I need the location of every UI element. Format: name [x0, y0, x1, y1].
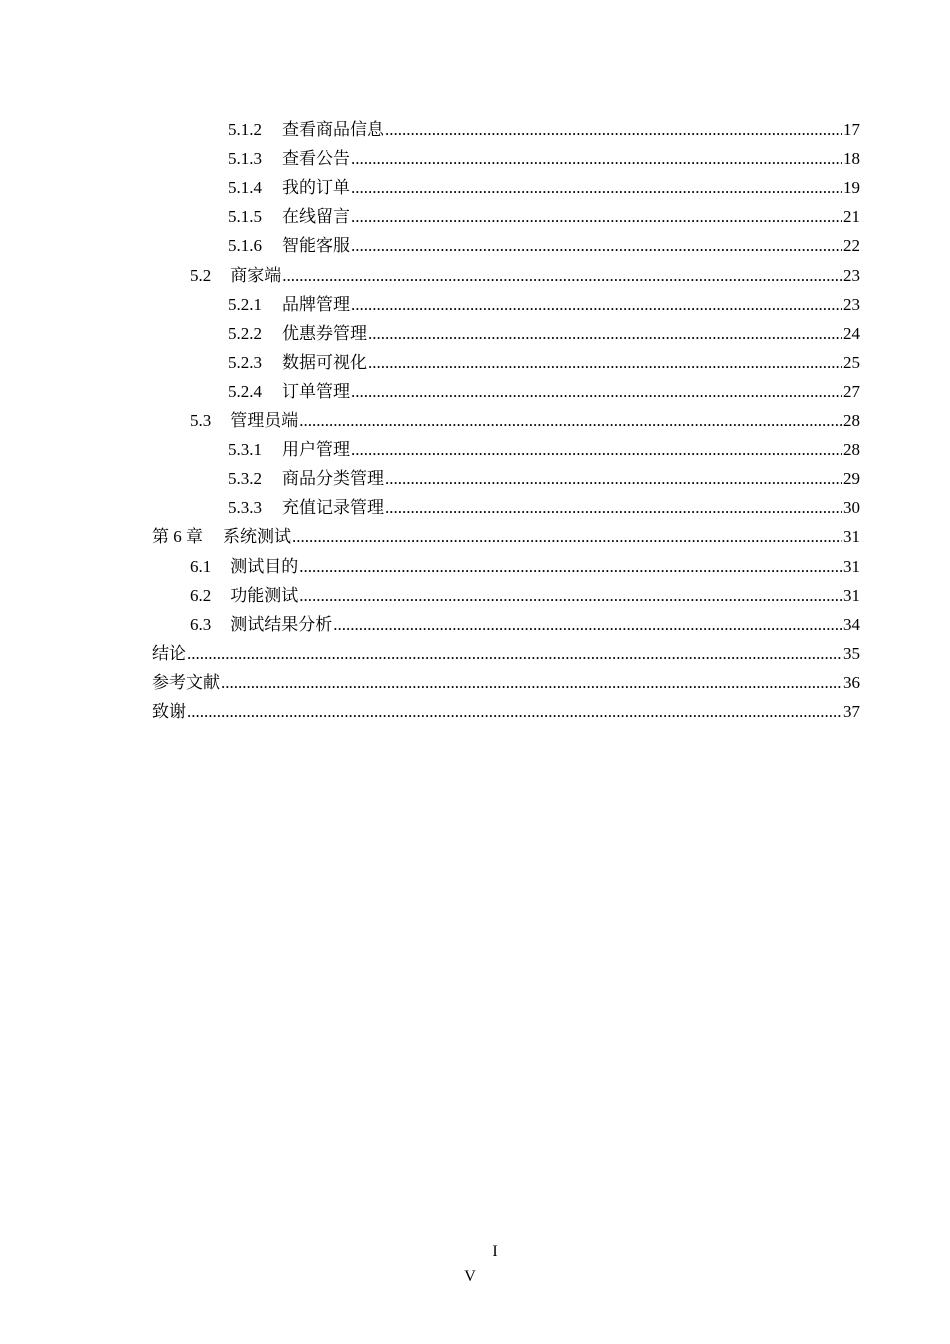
- toc-entry[interactable]: [0, 169, 950, 198]
- toc-entry-number: 5.2.2: [228, 323, 262, 343]
- toc-dot-leader: [385, 498, 842, 518]
- toc-entry-title: 查看商品信息: [282, 120, 384, 140]
- toc-entry-title: 优惠券管理: [282, 323, 367, 343]
- toc-entry[interactable]: [0, 489, 950, 518]
- toc-entry[interactable]: [0, 518, 950, 547]
- toc-dot-leader: [351, 295, 842, 315]
- toc-entry-number: 5.1.2: [228, 120, 262, 140]
- toc-entry-title: 系统测试: [223, 527, 291, 547]
- toc-entry-number: 5.2.3: [228, 352, 262, 372]
- toc-entry-page: 31: [843, 585, 860, 605]
- toc-entry[interactable]: [0, 256, 950, 285]
- toc-entry-page: 35: [843, 643, 860, 663]
- page-number-marker-secondary: V: [464, 1268, 476, 1285]
- toc-entry[interactable]: [0, 227, 950, 256]
- toc-dot-leader: [385, 120, 842, 140]
- toc-dot-leader: [351, 236, 842, 256]
- toc-entry[interactable]: [0, 373, 950, 402]
- toc-dot-leader: [333, 615, 842, 635]
- toc-entry[interactable]: [0, 431, 950, 460]
- toc-entry[interactable]: [0, 111, 950, 140]
- toc-dot-leader: [187, 702, 842, 722]
- toc-entry-page: 36: [843, 672, 860, 692]
- toc-entry-page: 25: [843, 352, 860, 372]
- toc-entry-title: 商家端: [230, 265, 282, 285]
- toc-entry[interactable]: [0, 140, 950, 169]
- toc-entry[interactable]: [0, 460, 950, 489]
- toc-entry-page: 18: [843, 149, 860, 169]
- toc-entry-title: 智能客服: [282, 236, 350, 256]
- toc-entry-number: 5.2.4: [228, 381, 262, 401]
- toc-entry-number: 6.3: [190, 614, 212, 634]
- toc-entry-title: 在线留言: [282, 207, 350, 227]
- toc-entry-title: 数据可视化: [282, 352, 367, 372]
- page-number-marker: I: [492, 1243, 498, 1260]
- toc-entry-number: 6.2: [190, 585, 212, 605]
- toc-entry[interactable]: [0, 344, 950, 373]
- toc-dot-leader: [187, 644, 842, 664]
- toc-entry[interactable]: [0, 547, 950, 576]
- toc-entry-number: 5.3.3: [228, 498, 262, 518]
- toc-dot-leader: [299, 557, 842, 577]
- toc-entry-title: 查看公告: [282, 149, 350, 169]
- toc-entry-page: 28: [843, 411, 860, 431]
- toc-dot-leader: [351, 207, 842, 227]
- toc-entry-number: 5.2: [190, 265, 212, 285]
- toc-dot-leader: [292, 527, 842, 547]
- toc-entry-title: 商品分类管理: [282, 469, 384, 489]
- table-of-contents: [0, 111, 950, 722]
- toc-entry-page: 23: [843, 294, 860, 314]
- toc-entry[interactable]: [0, 664, 950, 693]
- toc-entry-page: 34: [843, 614, 860, 634]
- toc-entry-title: 用户管理: [282, 440, 350, 460]
- toc-entry-number: 第 6 章: [152, 527, 203, 547]
- toc-entry-title: 品牌管理: [282, 294, 350, 314]
- toc-dot-leader: [368, 353, 842, 373]
- toc-entry-page: 22: [843, 236, 860, 256]
- toc-entry-title: 我的订单: [282, 178, 350, 198]
- toc-entry-page: 19: [843, 178, 860, 198]
- toc-entry-title: 管理员端: [230, 411, 299, 431]
- toc-entry-number: 5.3.1: [228, 440, 262, 460]
- toc-entry-title: 充值记录管理: [282, 498, 384, 518]
- toc-entry-number: 5.2.1: [228, 294, 262, 314]
- toc-entry[interactable]: [0, 286, 950, 315]
- toc-dot-leader: [221, 673, 842, 693]
- toc-entry-number: 5.1.5: [228, 207, 262, 227]
- toc-entry-page: 30: [843, 498, 860, 518]
- toc-dot-leader: [351, 178, 842, 198]
- toc-entry-page: 17: [843, 120, 860, 140]
- toc-entry-page: 23: [843, 265, 860, 285]
- toc-entry-page: 28: [843, 440, 860, 460]
- toc-entry[interactable]: [0, 315, 950, 344]
- toc-entry-page: 21: [843, 207, 860, 227]
- toc-entry-page: 37: [843, 701, 860, 721]
- toc-entry-page: 31: [843, 556, 860, 576]
- toc-dot-leader: [368, 324, 842, 344]
- toc-entry-title: 订单管理: [282, 381, 350, 401]
- toc-entry-title: 结论: [152, 643, 186, 663]
- toc-entry-number: 5.3.2: [228, 469, 262, 489]
- toc-entry-number: 5.1.4: [228, 178, 262, 198]
- toc-entry-title: 测试结果分析: [230, 614, 333, 634]
- toc-dot-leader: [351, 149, 842, 169]
- toc-entry-title: 致谢: [152, 701, 186, 721]
- toc-entry[interactable]: [0, 402, 950, 431]
- toc-entry[interactable]: [0, 577, 950, 606]
- toc-entry-number: 5.1.6: [228, 236, 262, 256]
- toc-dot-leader: [282, 266, 842, 286]
- toc-entry-page: 31: [843, 527, 860, 547]
- toc-entry[interactable]: [0, 635, 950, 664]
- toc-entry-page: 27: [843, 381, 860, 401]
- toc-entry-page: 24: [843, 323, 860, 343]
- toc-dot-leader: [299, 411, 842, 431]
- toc-entry[interactable]: [0, 198, 950, 227]
- toc-dot-leader: [385, 469, 842, 489]
- toc-entry-title: 测试目的: [230, 556, 299, 576]
- toc-entry-number: 5.1.3: [228, 149, 262, 169]
- toc-entry-title: 参考文献: [152, 672, 220, 692]
- toc-entry-title: 功能测试: [230, 585, 299, 605]
- toc-entry-number: 6.1: [190, 556, 212, 576]
- toc-dot-leader: [351, 382, 842, 402]
- toc-dot-leader: [299, 586, 842, 606]
- toc-entry[interactable]: [0, 693, 950, 722]
- toc-dot-leader: [351, 440, 842, 460]
- toc-entry-page: 29: [843, 469, 860, 489]
- toc-entry-number: 5.3: [190, 411, 212, 431]
- toc-entry[interactable]: [0, 606, 950, 635]
